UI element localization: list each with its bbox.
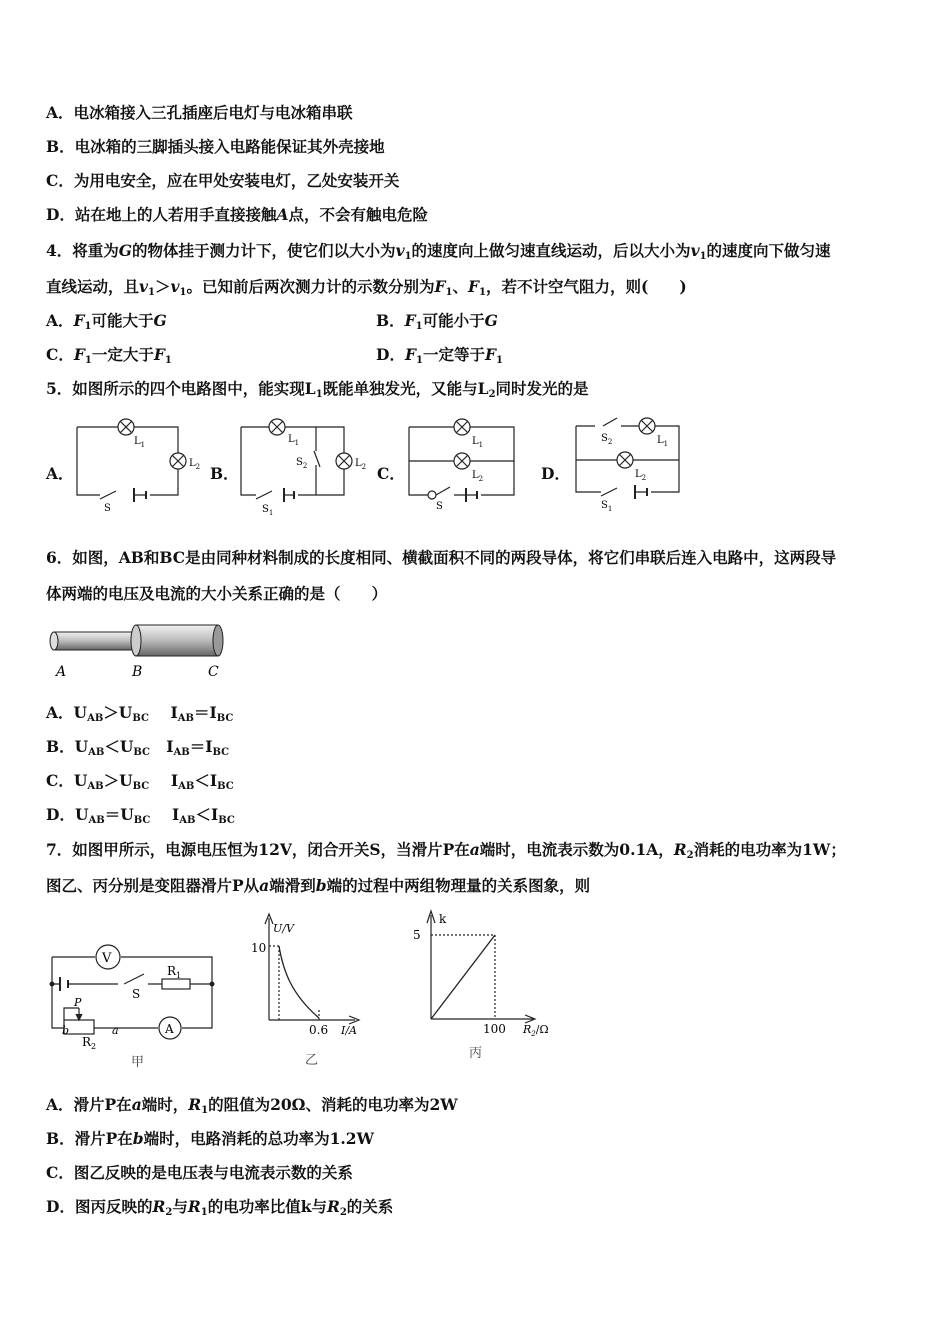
q5c-l2-label: $L_2$ [472,470,484,483]
q5-label-b: B． [210,464,239,483]
q7-option-a: A．滑片P在a端时，$R_1$的阻值为20Ω、消耗的电功率为2W [46,1095,458,1116]
q6-stem-line1: 6．如图，AB和BC是由同种材料制成的长度相同、横截面积不同的两段导体，将它们串联后连入电路中，这两段导 [46,548,837,567]
q7-stem-line2: 图乙、丙分别是变阻器滑片P从a端滑到b端的过程中两组物理量的关系图象，则 [46,876,591,895]
q5-circuit-d [573,410,713,513]
q7-yi-ytick: 10 [251,941,267,955]
q7-bing-ytick: 5 [413,928,421,942]
q7-slider-p-label: P [74,996,82,1009]
q5a-l2-label: $L_2$ [189,458,201,471]
q7-graph-yi [245,910,375,1070]
q7-voltmeter-label: V [102,951,112,966]
q3-option-b: B．电冰箱的三脚插头接入电路能保证其外壳接地 [46,137,385,156]
q5-label-d: D． [541,464,570,483]
q6-option-d: D．$U_{AB}=U_{BC}$ $I_{AB}<I_{BC}$ [46,805,235,826]
q7-b-end-label: b [62,1024,70,1037]
q7-yi-ylabel: U/V [273,922,294,935]
q6-conductor-figure [46,620,231,682]
q5d-l2-label: $L_2$ [635,469,647,482]
q6-option-a: A．$U_{AB}>U_{BC}$ $I_{AB}=I_{BC}$ [46,703,234,724]
q7-a-end-label: a [112,1024,119,1037]
q6-option-c: C．$U_{AB}>U_{BC}$ $I_{AB}<I_{BC}$ [46,771,234,792]
q5a-switch-label: S [104,503,111,514]
q7-r1-label: $R_1$ [167,964,182,980]
q7-ammeter-label: A [165,1022,174,1036]
q7-bing-ylabel: k [439,912,447,926]
q7-option-c: C．图乙反映的是电压表与电流表示数的关系 [46,1163,353,1182]
q5a-l1-label: $L_1$ [134,436,146,449]
q5-circuit-b [238,415,378,515]
q4-stem-line2: 直线运动，且$v_1>v_1$。已知前后两次测力计的示数分别为$F_1$、$F_1$，若不计空气阻力，则( ) [46,277,687,298]
q6-label-b: B [132,664,143,680]
q7-r2-label: $R_2$ [82,1035,97,1051]
q5-label-a: A． [46,464,74,483]
q5-stem: 5．如图所示的四个电路图中，能实现$L_1$既能单独发光，又能与$L_2$同时发光的是 [46,379,589,400]
q4-option-a: A．$F_1$可能大于G [46,311,167,332]
q6-label-c: C [208,664,219,680]
q7-bing-xlabel: $R_2/\Omega$ [523,1023,549,1038]
q5c-switch-label: S [436,501,443,512]
q5-label-c: C． [377,464,405,483]
q6-label-a: A [56,664,67,680]
q4-option-b: B．$F_1$可能小于G [376,311,498,332]
q7-fig-yi-caption: 乙 [305,1053,319,1068]
q7-option-d: D．图丙反映的$R_2$与$R_1$的电功率比值k与$R_2$的关系 [46,1197,394,1218]
q4-option-c: C．$F_1$一定大于$F_1$ [46,345,172,366]
q5d-s2-label: $S_2$ [601,433,613,446]
q7-fig-jia-caption: 甲 [131,1055,145,1070]
q5b-l2-label: $L_2$ [355,458,367,471]
q7-circuit-jia [44,938,224,1073]
q7-stem-line1: 7．如图甲所示，电源电压恒为12V，闭合开关S，当滑片P在a端时，电流表示数为0.1A，$R_2$消耗的电功率为1W； [46,840,846,861]
q4-option-d: D．$F_1$一定等于$F_1$ [376,345,503,366]
q5d-s1-label: $S_1$ [601,500,613,513]
q3-option-a: A．电冰箱接入三孔插座后电灯与电冰箱串联 [46,103,353,122]
q5b-l1-label: $L_1$ [288,434,300,447]
q7-yi-xlabel: I/A [341,1024,357,1037]
q6-stem-line2: 体两端的电压及电流的大小关系正确的是（ ） [46,584,388,603]
q5-circuit-a [72,415,212,515]
q7-switch-label: S [132,987,141,1001]
q7-bing-xtick: 100 [483,1022,506,1036]
q5-circuit-c [406,415,546,515]
q4-stem-line1: 4．将重为G的物体挂于测力计下，使它们以大小为$v_1$的速度向上做匀速直线运动，后以大小为$v_1$的速度向下做匀速 [46,241,831,262]
q5b-s1-label: $S_1$ [262,504,274,517]
q3-option-c: C．为用电安全，应在甲处安装电灯，乙处安装开关 [46,171,400,190]
q3-option-d: D．站在地上的人若用手直接接触A点，不会有触电危险 [46,205,428,224]
q5d-l1-label: $L_1$ [657,435,669,448]
q6-option-b: B．$U_{AB}<U_{BC}$ $I_{AB}=I_{BC}$ [46,737,230,758]
q7-yi-xtick: 0.6 [309,1023,329,1037]
q7-option-b: B．滑片P在b端时，电路消耗的总功率为1.2W [46,1129,374,1148]
q5b-s2-label: $S_2$ [296,457,308,470]
q7-graph-bing [405,905,565,1065]
q5c-l1-label: $L_1$ [472,436,484,449]
q7-fig-bing-caption: 丙 [469,1046,483,1061]
